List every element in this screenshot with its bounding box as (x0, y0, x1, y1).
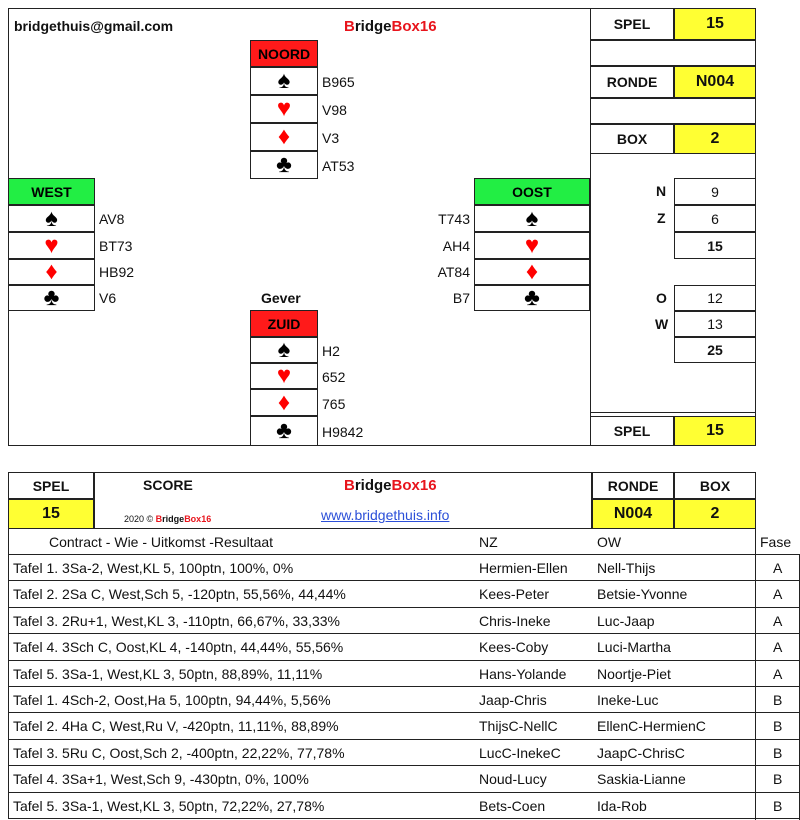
zuid-club-icon: ♣ (250, 416, 318, 446)
noord-heart-icon: ♥ (250, 95, 318, 123)
table-row (8, 634, 800, 660)
zuid-heart-icon: ♥ (250, 363, 318, 389)
row-fase: B (773, 744, 783, 761)
table-row (8, 713, 800, 739)
row-contract: Tafel 4. 3Sch C, Oost,KL 4, -140ptn, 44,44%, 55,56% (13, 639, 344, 656)
noord-label: NOORD (250, 40, 318, 67)
row-contract: Tafel 5. 3Sa-1, West,KL 3, 50ptn, 88,89%, 11,11% (13, 665, 323, 682)
col-contract-header: Contract - Wie - Uitkomst -Resultaat (49, 534, 274, 550)
noord-diamond-icon: ♦ (250, 123, 318, 151)
noord-hearts: V98 (322, 102, 347, 118)
row-nz: Kees-Coby (479, 639, 549, 656)
table-row (8, 740, 800, 766)
table-row (8, 608, 800, 634)
w-label: W (655, 316, 669, 332)
logo-ridge: ridge (354, 18, 392, 35)
z-label: Z (657, 210, 666, 226)
logo-letter-b: B (344, 18, 355, 35)
zuid-label: ZUID (250, 310, 318, 337)
zuid-spades: H2 (322, 343, 340, 359)
table-row (8, 766, 800, 792)
zuid-spade-icon: ♠ (250, 337, 318, 363)
west-label: WEST (8, 178, 95, 205)
row-nz: Kees-Peter (479, 586, 550, 603)
row-fase: A (773, 612, 783, 629)
score-spel-value: 15 (8, 499, 94, 529)
copyright: 2020 © BridgeBox16 (124, 514, 212, 524)
zuid-diamond-icon: ♦ (250, 389, 318, 416)
o-label: O (656, 290, 667, 306)
info-divider (590, 412, 756, 413)
row-ow: Ida-Rob (597, 797, 647, 814)
row-contract: Tafel 4. 3Sa+1, West,Sch 9, -430ptn, 0%, 100% (13, 771, 309, 788)
score-spel-label: SPEL (8, 472, 94, 499)
oost-hearts: AH4 (442, 238, 470, 254)
row-ow: Betsie-Yvonne (597, 586, 688, 603)
spel-label-top: SPEL (590, 8, 674, 40)
row-nz: LucC-InekeC (479, 744, 561, 761)
west-hearts: BT73 (99, 238, 133, 254)
logo-score: BridgeBox16 (344, 477, 437, 494)
spacer-2 (590, 98, 756, 124)
box-label-top: BOX (590, 124, 674, 154)
row-fase: B (773, 797, 783, 814)
row-contract: Tafel 5. 3Sa-1, West,KL 3, 50ptn, 72,22%, 27,78% (13, 797, 325, 814)
row-nz: Hermien-Ellen (479, 560, 568, 576)
noord-diamonds: V3 (322, 130, 340, 146)
box-value-top: 2 (674, 124, 756, 154)
row-nz: Noud-Lucy (479, 771, 547, 788)
row-ow: JaapC-ChrisC (597, 744, 685, 761)
row-ow: Noortje-Piet (597, 665, 671, 682)
row-ow: EllenC-HermienC (597, 718, 706, 735)
noord-club-icon: ♣ (250, 151, 318, 179)
logo-top (344, 18, 437, 35)
oost-spade-icon: ♠ (474, 205, 590, 232)
oost-spades: T743 (438, 211, 470, 227)
zuid-clubs: H9842 (322, 424, 364, 440)
nz-total: 15 (674, 232, 756, 259)
row-nz: ThijsC-NellC (479, 718, 558, 735)
table-row (8, 581, 800, 607)
w-value: 13 (674, 311, 756, 337)
west-spade-icon: ♠ (8, 205, 95, 232)
email-label: bridgethuis@gmail.com (14, 18, 174, 34)
zuid-hearts: 652 (322, 369, 346, 385)
copyright-text: 2020 © (124, 514, 154, 524)
row-ow: Ineke-Luc (597, 692, 659, 708)
row-contract: Tafel 2. 2Sa C, West,Sch 5, -120ptn, 55,56%, 44,44% (13, 586, 346, 603)
row-ow: Luci-Martha (597, 639, 671, 656)
table-row (8, 687, 800, 713)
table-row (8, 793, 800, 819)
row-contract: Tafel 1. 4Sch-2, Oost,Ha 5, 100ptn, 94,44%, 5,56% (13, 692, 331, 708)
row-fase: B (773, 771, 783, 788)
ronde-label-top: RONDE (590, 66, 674, 98)
row-contract: Tafel 2. 4Ha C, West,Ru V, -420ptn, 11,11%, 88,89% (13, 718, 339, 735)
dealer-label: Gever (261, 290, 301, 306)
n-value: 9 (674, 178, 756, 205)
west-club-icon: ♣ (8, 285, 95, 311)
website-link[interactable]: www.bridgethuis.info (321, 507, 450, 523)
logo-box: Box (391, 18, 420, 35)
row-ow: Nell-Thijs (597, 560, 656, 576)
o-value: 12 (674, 285, 756, 311)
score-ronde-value: N004 (592, 499, 674, 529)
row-nz: Bets-Coen (479, 797, 546, 814)
oost-clubs: B7 (452, 290, 470, 306)
row-ow: Luc-Jaap (597, 612, 655, 629)
west-spades: AV8 (99, 211, 125, 227)
row-contract: Tafel 3. 2Ru+1, West,KL 3, -110ptn, 66,67%, 33,33% (13, 612, 341, 629)
west-clubs: V6 (99, 290, 117, 306)
table-header (8, 529, 800, 555)
row-fase: A (773, 639, 783, 656)
west-diamond-icon: ♦ (8, 259, 95, 285)
spel-value-top: 15 (674, 8, 756, 40)
row-nz: Hans-Yolande (479, 665, 567, 682)
row-nz: Chris-Ineke (479, 612, 551, 629)
oost-club-icon: ♣ (474, 285, 590, 311)
row-contract: Tafel 3. 5Ru C, Oost,Sch 2, -400ptn, 22,22%, 77,78% (13, 744, 345, 761)
row-ow: Saskia-Lianne (597, 771, 686, 788)
noord-spades: B965 (322, 74, 355, 90)
row-fase: B (773, 692, 783, 708)
row-fase: A (773, 560, 783, 576)
row-contract: Tafel 1. 3Sa-2, West,KL 5, 100ptn, 100%, 0% (13, 560, 294, 576)
oost-diamonds: AT84 (437, 264, 470, 280)
col-ow-header: OW (597, 534, 622, 550)
oost-diamond-icon: ♦ (474, 259, 590, 285)
row-fase: B (773, 718, 783, 735)
logo-16: 16 (419, 18, 437, 35)
row-fase: A (773, 665, 783, 682)
n-label: N (656, 183, 667, 199)
ronde-value-top: N004 (674, 66, 756, 98)
score-ronde-label: RONDE (592, 472, 674, 499)
col-nz-header: NZ (479, 534, 498, 550)
row-fase: A (773, 586, 783, 603)
noord-spade-icon: ♠ (250, 67, 318, 95)
spacer-1 (590, 40, 756, 66)
oost-heart-icon: ♥ (474, 232, 590, 259)
table-row (8, 661, 800, 687)
z-value: 6 (674, 205, 756, 232)
west-diamonds: HB92 (99, 264, 135, 280)
west-heart-icon: ♥ (8, 232, 95, 259)
col-fase-header: Fase (760, 534, 792, 550)
score-box-label: BOX (674, 472, 756, 499)
zuid-diamonds: 765 (322, 396, 346, 412)
oost-label: OOST (474, 178, 590, 205)
score-box-value: 2 (674, 499, 756, 529)
ow-total: 25 (674, 337, 756, 363)
row-nz: Jaap-Chris (479, 692, 547, 708)
table-row (8, 555, 800, 581)
results-table (8, 529, 800, 820)
score-title: SCORE (143, 477, 193, 493)
noord-clubs: AT53 (322, 158, 355, 174)
spel-label-bottom: SPEL (590, 416, 674, 446)
spel-value-bottom: 15 (674, 416, 756, 446)
